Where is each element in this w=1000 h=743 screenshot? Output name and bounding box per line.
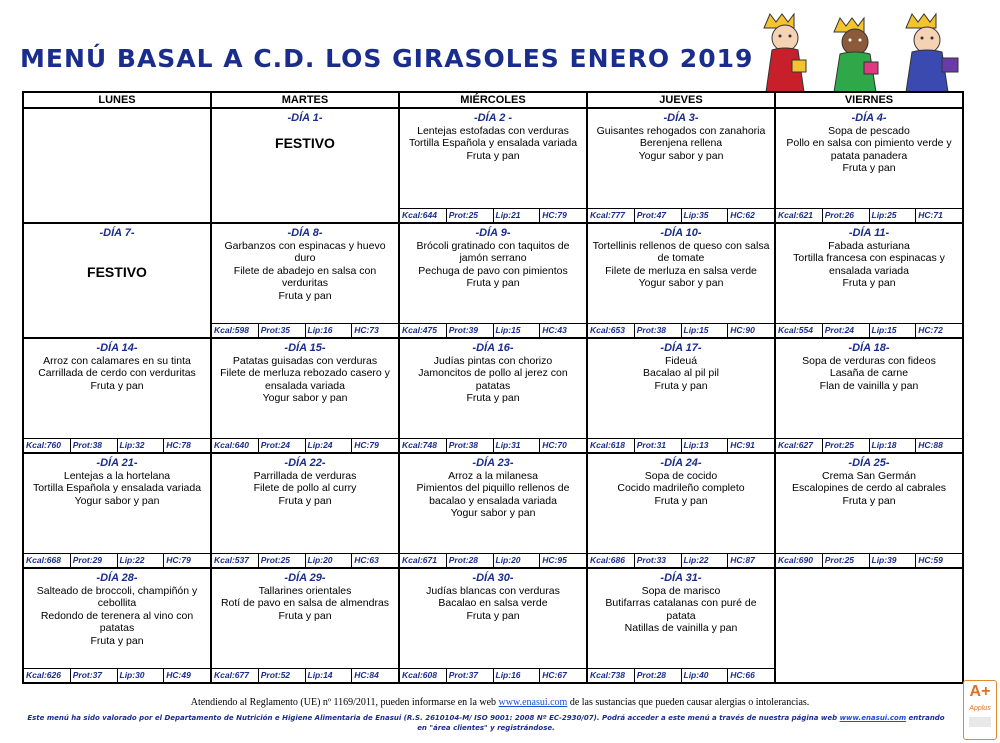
day-menu	[24, 224, 210, 337]
protein-value: Prot:28	[635, 669, 682, 682]
kcal-value: Kcal:690	[776, 554, 823, 567]
kcal-value: Kcal:627	[776, 439, 823, 452]
enasui-link-2[interactable]: www.enasui.com	[839, 714, 907, 722]
kcal-value: Kcal:640	[212, 439, 259, 452]
page-title: MENÚ BASAL A C.D. LOS GIRASOLES ENERO 2019	[20, 44, 754, 73]
nutrition-row	[776, 553, 962, 567]
lipid-value: Lip:32	[118, 439, 165, 452]
week-row	[23, 338, 963, 453]
day-menu	[24, 109, 210, 222]
day-cell	[23, 453, 211, 568]
dish-line: Lasaña de carne	[829, 367, 909, 379]
dish-line: Fruta y pan	[466, 609, 520, 622]
day-menu	[588, 109, 774, 208]
lipid-value: Lip:20	[494, 554, 541, 567]
kcal-value: Kcal:598	[212, 324, 259, 337]
dish-line: Tortilla francesa con espinacas y ensalada variada	[793, 252, 945, 277]
nutrition-row	[400, 668, 586, 682]
lipid-value: Lip:15	[870, 324, 917, 337]
day-menu	[588, 454, 774, 553]
carbs-value: HC:62	[730, 210, 755, 220]
day-menu	[776, 454, 962, 553]
dish-line: Pimientos del piquillo rellenos de bacalao y ensalada variada	[416, 482, 570, 507]
dish-line: Tortilla Española y ensalada variada	[408, 137, 578, 149]
lipid-value: Lip:25	[870, 209, 917, 222]
day-menu	[400, 224, 586, 323]
day-menu	[588, 339, 774, 438]
day-cell	[399, 338, 587, 453]
nutrition-row	[776, 208, 962, 222]
dish-line: Sopa de pescado	[828, 124, 910, 137]
day-label: -DÍA 15-	[284, 342, 326, 354]
kcal-value: Kcal:653	[588, 324, 635, 337]
day-menu	[776, 569, 962, 682]
day-cell	[399, 568, 587, 683]
dish-line: Fruta y pan	[842, 162, 896, 174]
nutrition-row	[24, 438, 210, 452]
nutrition-row	[588, 553, 774, 567]
dish-line: Yogur sabor y pan	[262, 392, 348, 404]
day-label: -DÍA 11-	[848, 227, 890, 239]
nutrition-row	[400, 323, 586, 337]
dish-line: Tallarines orientales	[258, 584, 352, 597]
kcal-value: Kcal:626	[24, 669, 71, 682]
dish-line: Judías blancas con verduras	[426, 584, 560, 597]
day-label: -DÍA 30-	[472, 572, 514, 584]
dish-line: Bacalao en salsa verde	[438, 597, 548, 609]
protein-value: Prot:37	[447, 669, 494, 682]
day-cell	[587, 223, 775, 338]
protein-value: Prot:24	[259, 439, 306, 452]
day-cell	[211, 223, 399, 338]
protein-value: Prot:25	[823, 554, 870, 567]
day-cell	[587, 108, 775, 223]
protein-value: Prot:25	[259, 554, 306, 567]
day-cell	[587, 568, 775, 683]
protein-value: Prot:28	[447, 554, 494, 567]
dish-line: Sopa de verduras con fideos	[802, 354, 936, 367]
carbs-value: HC:70	[542, 440, 567, 450]
dish-line: Sopa de marisco	[641, 584, 721, 597]
carbs-value: HC:88	[918, 440, 943, 450]
nutrition-row	[212, 553, 398, 567]
dish-line: Fruta y pan	[90, 634, 144, 647]
protein-value: Prot:31	[635, 439, 682, 452]
carbs-value: HC:95	[542, 555, 567, 565]
enasui-link[interactable]: www.enasui.com	[498, 697, 568, 708]
day-cell	[211, 108, 399, 223]
day-label: -DÍA 31-	[660, 572, 702, 584]
day-menu	[400, 339, 586, 438]
dish-line: Redondo de terenera al vino con patatas	[40, 609, 194, 634]
dish-line: Arroz con calamares en su tinta	[43, 354, 191, 367]
day-cell	[23, 568, 211, 683]
carbs-value: HC:73	[354, 325, 379, 335]
dish-line: Filete de pollo al curry	[253, 482, 357, 494]
nutrition-row	[776, 438, 962, 452]
dish-line: Filete de merluza rebozado casero y ensalada variada	[220, 367, 390, 392]
day-cell	[775, 108, 963, 223]
day-label: -DÍA 22-	[284, 457, 326, 469]
day-cell	[587, 338, 775, 453]
day-menu	[400, 109, 586, 208]
dish-line: Salteado de broccoli, champiñón y cebollita	[36, 584, 198, 609]
nutrition-notice-text-pre: Este menú ha sido valorado por el Departamento de Nutrición e Higiene Alimentaria de Enasui (R.S. 2610104-M/ ISO 9001: 2008 Nº EC-2930/07). Podrá acceder a este menú a través de nuestra página web	[27, 714, 840, 722]
kcal-value: Kcal:644	[400, 209, 447, 222]
dish-line: Fruta y pan	[654, 379, 708, 392]
lipid-value: Lip:21	[494, 209, 541, 222]
dish-line: Fideuá	[664, 354, 698, 367]
lipid-value: Lip:31	[494, 439, 541, 452]
header-martes: MARTES	[211, 92, 399, 108]
dish-line: Natillas de vainilla y pan	[624, 622, 738, 634]
day-menu	[24, 454, 210, 553]
dish-line: Crema San Germán	[822, 469, 916, 482]
lipid-value: Lip:22	[682, 554, 729, 567]
kcal-value: Kcal:554	[776, 324, 823, 337]
day-cell	[399, 453, 587, 568]
day-cell	[775, 568, 963, 683]
day-label: -DÍA 24-	[660, 457, 702, 469]
day-menu	[212, 569, 398, 668]
dish-line: Carrillada de cerdo con verduritas	[38, 367, 196, 379]
applus-mark: A+	[969, 683, 991, 700]
applus-certification-logo	[963, 680, 997, 740]
dish-line: Berenjena rellena	[639, 137, 723, 149]
lipid-value: Lip:13	[682, 439, 729, 452]
week-row	[23, 568, 963, 683]
day-menu	[24, 339, 210, 438]
carbs-value: HC:66	[730, 670, 755, 680]
day-menu	[212, 109, 398, 222]
day-label: -DÍA 7-	[99, 227, 135, 239]
kcal-value: Kcal:475	[400, 324, 447, 337]
dish-line: Cocido madrileño completo	[617, 482, 745, 494]
day-cell	[775, 453, 963, 568]
header-viernes: VIERNES	[775, 92, 963, 108]
day-menu	[588, 224, 774, 323]
lipid-value: Lip:35	[682, 209, 729, 222]
nutrition-row	[588, 323, 774, 337]
day-menu	[400, 454, 586, 553]
three-kings-illustration	[752, 4, 980, 94]
nutrition-row	[400, 208, 586, 222]
protein-value: Prot:37	[71, 669, 118, 682]
nutrition-row	[588, 208, 774, 222]
day-menu	[212, 339, 398, 438]
dish-line: Fruta y pan	[842, 494, 896, 507]
applus-bar	[969, 717, 991, 727]
day-label: -DÍA 2 -	[473, 112, 513, 124]
dish-line: Yogur sabor y pan	[450, 507, 536, 519]
day-cell	[587, 453, 775, 568]
lipid-value: Lip:14	[306, 669, 353, 682]
dish-line: Filete de abadejo en salsa con verduritas	[233, 264, 377, 289]
day-label: -DÍA 3-	[663, 112, 699, 124]
holiday-label: FESTIVO	[87, 263, 147, 280]
day-label: -DÍA 4-	[851, 112, 887, 124]
dish-line: Fruta y pan	[278, 494, 332, 507]
week-row	[23, 453, 963, 568]
kcal-value: Kcal:677	[212, 669, 259, 682]
day-cell	[399, 223, 587, 338]
kcal-value: Kcal:760	[24, 439, 71, 452]
nutrition-row	[588, 438, 774, 452]
day-label: -DÍA 17-	[660, 342, 702, 354]
kcal-value: Kcal:671	[400, 554, 447, 567]
lipid-value: Lip:22	[118, 554, 165, 567]
header-jueves: JUEVES	[587, 92, 775, 108]
dish-line: Guisantes rehogados con zanahoria	[596, 124, 766, 137]
dish-line: Fruta y pan	[466, 392, 520, 404]
dish-line: Judías pintas con chorizo	[433, 354, 553, 367]
nutrition-row	[400, 438, 586, 452]
dish-line: Rotí de pavo en salsa de almendras	[220, 597, 390, 609]
day-menu	[24, 569, 210, 668]
lipid-value: Lip:15	[494, 324, 541, 337]
applus-text: Applus	[969, 705, 991, 712]
allergen-notice-text-pre: Atendiendo al Reglamento (UE) nº 1169/2011, pueden informarse en la web	[190, 697, 499, 708]
header-lunes: LUNES	[23, 92, 211, 108]
day-label: -DÍA 29-	[284, 572, 326, 584]
nutrition-row	[400, 553, 586, 567]
protein-value: Prot:38	[71, 439, 118, 452]
dish-line: Yogur sabor y pan	[638, 277, 724, 289]
protein-value: Prot:38	[635, 324, 682, 337]
kcal-value: Kcal:537	[212, 554, 259, 567]
dish-line: Fruta y pan	[278, 609, 332, 622]
dish-line: Lentejas a la hortelana	[63, 469, 171, 482]
nutrition-row	[776, 323, 962, 337]
dish-line: Fruta y pan	[278, 289, 332, 302]
lipid-value: Lip:16	[494, 669, 541, 682]
lipid-value: Lip:39	[870, 554, 917, 567]
allergen-notice-text-post: de las sustancias que pueden causar alergias o intolerancias.	[567, 697, 810, 708]
day-cell	[211, 568, 399, 683]
allergen-notice	[0, 697, 1000, 708]
day-cell	[211, 338, 399, 453]
dish-line: Parrillada de verduras	[253, 469, 357, 482]
dish-line: Sopa de cocido	[644, 469, 718, 482]
day-menu	[776, 224, 962, 323]
dish-line: Patatas guisadas con verduras	[232, 354, 378, 367]
kcal-value: Kcal:618	[588, 439, 635, 452]
protein-value: Prot:29	[71, 554, 118, 567]
day-label: -DÍA 10-	[660, 227, 702, 239]
protein-value: Prot:26	[823, 209, 870, 222]
day-label: -DÍA 8-	[287, 227, 323, 239]
nutrition-row	[212, 438, 398, 452]
carbs-value: HC:91	[730, 440, 755, 450]
day-label: -DÍA 1-	[287, 112, 323, 124]
day-label: -DÍA 21-	[96, 457, 138, 469]
day-menu	[588, 569, 774, 668]
day-menu	[212, 224, 398, 323]
carbs-value: HC:71	[918, 210, 943, 220]
dish-line: Fruta y pan	[654, 494, 708, 507]
kcal-value: Kcal:621	[776, 209, 823, 222]
protein-value: Prot:33	[635, 554, 682, 567]
day-menu	[776, 339, 962, 438]
header-row	[23, 92, 963, 108]
day-label: -DÍA 14-	[96, 342, 138, 354]
dish-line: Fruta y pan	[466, 149, 520, 162]
kcal-value: Kcal:748	[400, 439, 447, 452]
day-menu	[400, 569, 586, 668]
day-label: -DÍA 9-	[475, 227, 511, 239]
dish-line: Brócoli gratinado con taquitos de jamón serrano	[416, 239, 570, 264]
dish-line: Lentejas estofadas con verduras	[417, 124, 569, 137]
dish-line: Tortilla Española y ensalada variada	[32, 482, 202, 494]
kcal-value: Kcal:668	[24, 554, 71, 567]
day-label: -DÍA 25-	[848, 457, 890, 469]
day-label: -DÍA 23-	[472, 457, 514, 469]
day-cell	[23, 223, 211, 338]
day-cell	[399, 108, 587, 223]
week-row	[23, 223, 963, 338]
day-cell	[211, 453, 399, 568]
protein-value: Prot:47	[635, 209, 682, 222]
dish-line: Yogur sabor y pan	[74, 494, 160, 507]
dish-line: Escalopines de cerdo al cabrales	[791, 482, 947, 494]
day-cell	[23, 338, 211, 453]
day-label: -DÍA 18-	[848, 342, 890, 354]
carbs-value: HC:43	[542, 325, 567, 335]
dish-line: Garbanzos con espinacas y huevo duro	[224, 239, 386, 264]
lipid-value: Lip:24	[306, 439, 353, 452]
dish-line: Jamoncitos de pollo al jerez con patatas	[418, 367, 568, 392]
carbs-value: HC:59	[918, 555, 943, 565]
protein-value: Prot:38	[447, 439, 494, 452]
lipid-value: Lip:30	[118, 669, 165, 682]
carbs-value: HC:87	[730, 555, 755, 565]
dish-line: Filete de merluza en salsa verde	[605, 264, 757, 277]
kcal-value: Kcal:686	[588, 554, 635, 567]
nutrition-row	[24, 668, 210, 682]
dish-line: Tortellinis rellenos de queso con salsa de tomate	[592, 239, 770, 264]
carbs-value: HC:72	[918, 325, 943, 335]
holiday-label: FESTIVO	[275, 134, 335, 151]
lipid-value: Lip:16	[306, 324, 353, 337]
protein-value: Prot:52	[259, 669, 306, 682]
nutrition-row	[588, 668, 774, 682]
nutrition-row	[212, 668, 398, 682]
lipid-value: Lip:15	[682, 324, 729, 337]
nutrition-row	[212, 323, 398, 337]
lipid-value: Lip:18	[870, 439, 917, 452]
dish-line: Fruta y pan	[842, 277, 896, 289]
dish-line: Butifarras catalanas con puré de patata	[605, 597, 757, 622]
day-cell	[775, 223, 963, 338]
nutrition-row	[24, 553, 210, 567]
carbs-value: HC:49	[166, 670, 191, 680]
carbs-value: HC:78	[166, 440, 191, 450]
dish-line: Arroz a la milanesa	[448, 469, 538, 482]
nutrition-notice-text-post: entrando en "área clientes" y registrándose.	[417, 714, 945, 732]
carbs-value: HC:79	[354, 440, 379, 450]
lipid-value: Lip:40	[682, 669, 729, 682]
carbs-value: HC:79	[542, 210, 567, 220]
header-miercoles: MIÉRCOLES	[399, 92, 587, 108]
kcal-value: Kcal:777	[588, 209, 635, 222]
carbs-value: HC:84	[354, 670, 379, 680]
dish-line: Flan de vainilla y pan	[819, 379, 919, 392]
day-menu	[776, 109, 962, 208]
carbs-value: HC:63	[354, 555, 379, 565]
dish-line: Pollo en salsa con pimiento verde y patata panadera	[786, 137, 952, 162]
protein-value: Prot:24	[823, 324, 870, 337]
menu-table	[22, 91, 964, 684]
carbs-value: HC:79	[166, 555, 191, 565]
day-label: -DÍA 16-	[472, 342, 514, 354]
kcal-value: Kcal:738	[588, 669, 635, 682]
day-menu	[212, 454, 398, 553]
protein-value: Prot:39	[447, 324, 494, 337]
dish-line: Fabada asturiana	[828, 239, 910, 252]
protein-value: Prot:35	[259, 324, 306, 337]
dish-line: Fruta y pan	[466, 277, 520, 289]
dish-line: Fruta y pan	[90, 379, 144, 392]
carbs-value: HC:90	[730, 325, 755, 335]
lipid-value: Lip:20	[306, 554, 353, 567]
carbs-value: HC:67	[542, 670, 567, 680]
dish-line: Pechuga de pavo con pimientos	[418, 264, 568, 277]
week-row	[23, 108, 963, 223]
dish-line: Yogur sabor y pan	[638, 149, 724, 162]
day-cell	[23, 108, 211, 223]
protein-value: Prot:25	[823, 439, 870, 452]
protein-value: Prot:25	[447, 209, 494, 222]
day-label: -DÍA 28-	[96, 572, 138, 584]
dish-line: Bacalao al pil pil	[643, 367, 719, 379]
nutrition-notice	[26, 713, 946, 733]
day-cell	[775, 338, 963, 453]
kcal-value: Kcal:608	[400, 669, 447, 682]
